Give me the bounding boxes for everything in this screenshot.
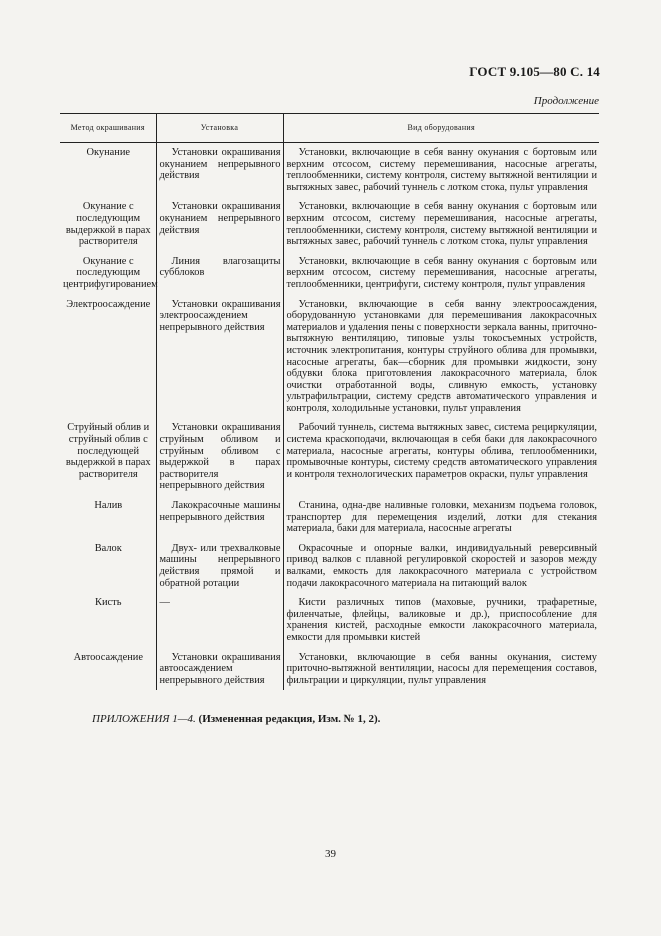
installation-cell: Установки окрашивания струйным обливом и струйным обливом с выдержкой в парах растворителя непрерывного действия (156, 418, 283, 496)
table-header-row (60, 114, 599, 143)
equipment-cell: Установки, включающие в себя ванну окунания с бортовым или верхним отсосом, систему перемешивания, насосные агрегаты, теплообменники, систему контроля, систему вытяжной вентиляции и вытяжных завес, рабочий туннель с лотком стока, пульт управления (283, 197, 599, 251)
method-cell: Струйный облив и струйный облив с последующей выдержкой в парах растворителя (65, 422, 151, 480)
method-cell: Валок (94, 542, 122, 554)
method-cell: Окунание с последующим центрифугированием (63, 255, 158, 290)
page-number: 39 (325, 848, 336, 860)
installation-cell: Двух- или трехвалковые машины непрерывного действия прямой и обратной ротации (156, 539, 283, 593)
table-row (60, 593, 599, 647)
method-cell: Кисть (95, 597, 122, 609)
continuation-note: Продолжение (533, 95, 599, 107)
method-cell: Окунание с последующим выдержкой в парах растворителя (65, 201, 151, 248)
installation-cell: Линия влагозащиты субблоков (156, 252, 283, 295)
table-row (60, 197, 599, 251)
installation-cell: Установки окрашивания окунанием непрерывного действия (156, 143, 283, 198)
method-cell: Автоосаждение (73, 651, 143, 663)
table-row (60, 418, 599, 496)
column-header-installation: Установка (156, 114, 283, 143)
method-cell: Налив (94, 500, 123, 512)
installation-cell: Установки окрашивания электроосаждением непрерывного действия (156, 295, 283, 419)
equipment-cell: Кисти различных типов (маховые, ручники, трафаретные, филенчатые, флейцы, валиковые и др.), приспособление для хранения кистей, расходные емкости лакокрасочного материала, емкости для промывки кистей (283, 593, 599, 647)
table-row (60, 648, 599, 691)
table-row (60, 496, 599, 539)
table-row (60, 252, 599, 295)
equipment-cell: Установки, включающие в себя ванну окунания с бортовым или верхним отсосом, систему перемешивания, насосные агрегаты, теплообменники, систему контроля, систему вытяжной вентиляции и вытяжных завес, рабочий туннель с лотком стока, пульт управления (283, 143, 599, 198)
installation-cell: — (156, 593, 283, 647)
appendix-note-text: (Измененная редакция, Изм. № 1, 2). (198, 713, 381, 725)
method-cell: Электроосаждение (66, 298, 151, 310)
equipment-cell: Установки, включающие в себя ванну электроосаждения, оборудованную установками для перемешивания лакокрасочных материалов и удаления пены с поверхности зеркала ванны, приточно-вытяжную вентиляцию, типовые узлы токосъемных устройств, источник электропитания, контуры струйного облива для промывки, насосные агрегаты, бак—сборник для промывки жидкости, зону обдувки блока приготовления лакокрасочного материала, блок очистки отработанной воды, сливную емкость, установку ультрафильтрации, систему средств автоматического управления и контроля, холодильные установки, пульт управления (283, 295, 599, 419)
table-row (60, 143, 599, 198)
appendix-note (92, 713, 380, 725)
installation-cell: Лакокрасочные машины непрерывного действия (156, 496, 283, 539)
method-cell: Окунание (86, 147, 130, 158)
equipment-cell: Установки, включающие в себя ванны окунания, систему приточно-вытяжной вентиляции, насосы для перемещения составов, фильтрации и циркуляции, пульт управления (283, 648, 599, 691)
equipment-cell: Окрасочные и опорные валки, индивидуальный реверсивный привод валков с плавной регулировкой скоростей и зазоров между валками, емкость для лакокрасочного материала с устройством подачи лакокрасочного материала на питающий валок (283, 539, 599, 593)
document-code: ГОСТ 9.105—80 С. 14 (469, 64, 600, 79)
column-header-equipment: Вид оборудования (283, 114, 599, 143)
equipment-table (60, 114, 599, 690)
column-header-method: Метод окрашивания (60, 114, 156, 143)
equipment-cell: Станина, одна-две наливные головки, механизм подъема головок, транспортер для перемещения изделий, лотки для стекания материала, баки для материала, насосные агрегаты (283, 496, 599, 539)
appendix-note-label: ПРИЛОЖЕНИЯ 1—4. (92, 713, 196, 725)
equipment-cell: Установки, включающие в себя ванну окунания с бортовым или верхним отсосом, систему перемешивания, насосные агрегаты, теплообменники, центрифуги, систему контроля, пульт управления (283, 252, 599, 295)
equipment-cell: Рабочий туннель, система вытяжных завес, система рециркуляции, система краскоподачи, включающая в себя баки для лакокрасочного материала, насосные агрегаты, контуры облива, теплообменники, промывочные контуры, систему средств автоматического управления и контроля технологических параметров окраски, пульт управления (283, 418, 599, 496)
installation-cell: Установки окрашивания автоосаждением непрерывного действия (156, 648, 283, 691)
table-row (60, 295, 599, 419)
table-row (60, 539, 599, 593)
installation-cell: Установки окрашивания окунанием непрерывного действия (156, 197, 283, 251)
